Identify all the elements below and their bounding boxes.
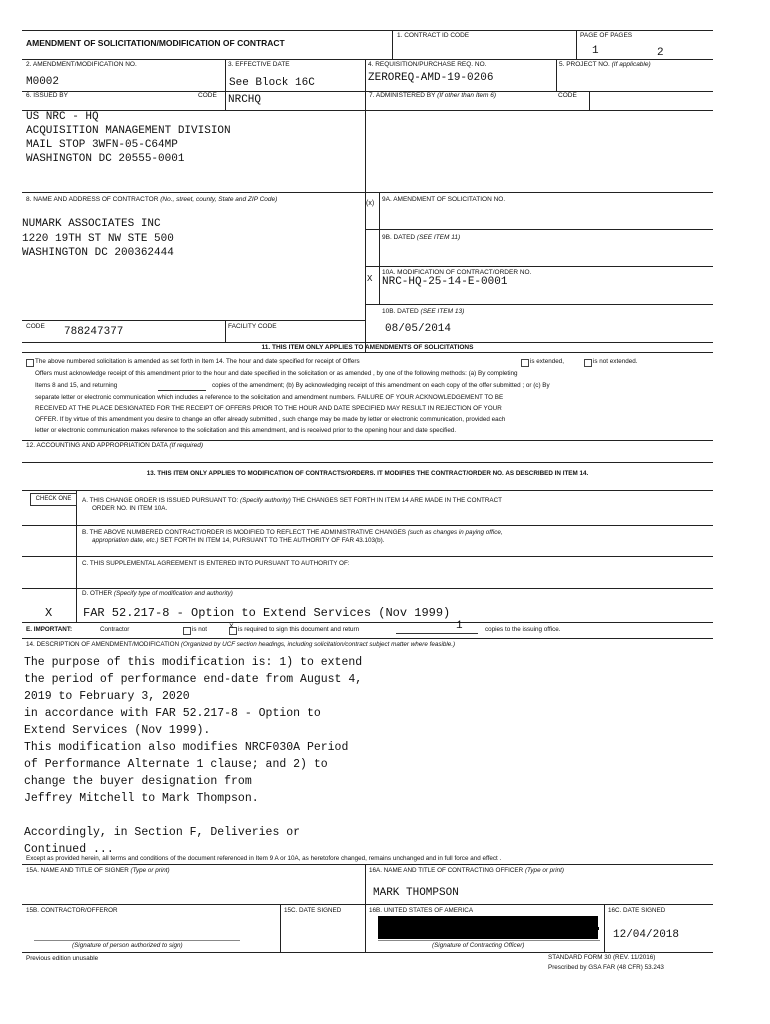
dated-10b-value: 08/05/2014 [385,323,452,335]
item13a-italic: (Specify authority) [240,497,291,504]
accounting-suffix: (If required) [169,442,204,449]
accounting-text: 12. ACCOUNTING AND APPROPRIATION DATA [26,442,168,449]
description-line: change the buyer designation from [24,775,252,788]
issuer-line: MAIL STOP 3WFN-05-C64MP [26,139,178,151]
copies-blank [158,390,206,391]
item13b-italic: (such as changes in paying office, [407,529,503,536]
item11-line: The above numbered solicitation is amended as set forth in Item 14. The hour and date specified for receipt of Offers [35,358,360,365]
form-number: STANDARD FORM 30 (REV. 11/2016) [548,954,656,961]
is-not-label: is not [192,626,208,633]
rule [22,588,713,589]
contractor-label-text: 8. NAME AND ADDRESS OF CONTRACTOR [26,196,159,203]
item13c-line: C. THIS SUPPLEMENTAL AGREEMENT IS ENTERED INTO PURSUANT TO AUTHORITY OF: [82,560,350,567]
requisition-value: ZEROREQ-AMD-19-0206 [368,72,494,84]
signer-name-suffix: (Type or print) [130,867,170,874]
issuer-line: ACQUISITION MANAGEMENT DIVISION [26,125,231,137]
item11-line: OFFER. If by virtue of this amendment you desire to change an offer already submitted , such change may be made by letter or electronic communication, provided each [35,416,506,423]
project-no-suffix: (If applicable) [611,61,651,68]
item13d-x-mark: X [45,606,53,620]
item13-title: 13. THIS ITEM ONLY APPLIES TO MODIFICATION OF CONTRACTS/ORDERS. IT MODIFIES THE CONTRACT/ORDER NO. AS DESCRIBED IN ITEM 14. [146,470,589,477]
issued-code-label: CODE [198,92,217,99]
project-no-text: 5. PROJECT NO. [559,61,610,68]
dated-9b-suffix: (SEE ITEM 11) [416,234,461,241]
issued-by-label: 6. ISSUED BY [26,92,68,99]
contractor-code-value: 788247377 [64,326,124,338]
rule [365,864,366,952]
signature-line [34,940,240,941]
description-line: of Performance Alternate 1 clause; and 2) to [24,758,328,771]
contractor-code-label: CODE [26,323,45,330]
contractor-label-suffix: (No., street, county, State and ZIP Code) [160,196,278,203]
item13b-text2: SET FORTH IN ITEM 14, PURSUANT TO THE AUTHORITY OF FAR 43.103(b). [160,537,385,544]
item11-line: copies of the amendment; (b) By acknowledging receipt of this amendment on each copy of the offer submitted ; or (c) By [212,382,550,389]
contractor-offeror-label: 15B. CONTRACTOR/OFFEROR [26,907,118,914]
item11-title: 11. THIS ITEM ONLY APPLIES TO AMENDMENTS OF SOLICITATIONS [261,344,474,351]
redaction-tick [597,927,599,930]
rule [22,440,713,441]
date-signed-16c-label: 16C. DATE SIGNED [608,907,666,914]
administered-by-text: 7. ADMINISTERED BY [369,92,436,99]
item13b-italic2: appropriation date, etc.) [92,537,159,544]
rule [22,638,713,639]
dated-9b-text: 9B. DATED [382,234,416,241]
contractor-label [26,196,277,203]
contract-id-label: 1. CONTRACT ID CODE [397,32,470,39]
item13d-line [82,590,233,599]
description-line: Jeffrey Mitchell to Mark Thompson. [24,792,259,805]
rule [22,525,713,526]
extended-label: is extended, [530,358,564,365]
administered-code-label: CODE [558,92,577,99]
issued-code-value: NRCHQ [228,94,262,106]
item11-line: separate letter or electronic communication which includes a reference to the solicitation and amendment numbers. FAILURE OF YOUR ACKNOWLEDGEMENT TO BE [35,394,504,401]
officer-name-suffix: (Type or print) [524,867,565,874]
rule [22,490,713,491]
not-extended-checkbox[interactable] [584,359,592,367]
administered-by-label [369,92,496,99]
rule [22,952,713,953]
not-extended-label: is not extended. [593,358,638,365]
dated-10b-suffix: (SEE ITEM 13) [420,308,465,315]
check-one-label: CHECK ONE [30,493,77,506]
rule [76,490,77,622]
description-line: Continued ... [24,843,114,856]
item11-line: letter or electronic communication makes reference to the solicitation and this amendment, and is received prior to the opening hour and date specified. [35,427,457,434]
description-suffix: (Organized by UCF section headings, including solicitation/contract subject matter where feasible.) [180,641,456,648]
rule [365,304,713,305]
rule [365,266,713,267]
description-line: 2019 to February 3, 2020 [24,690,190,703]
rule [22,59,713,60]
signature-line [378,940,600,941]
dated-9b-label [382,234,460,241]
copies-return-value: 1 [456,620,463,632]
issuer-line: US NRC - HQ [26,111,99,123]
item13b-text: B. THE ABOVE NUMBERED CONTRACT/ORDER IS MODIFIED TO REFLECT THE ADMINISTRATIVE CHANGES [82,529,406,536]
amendment-no-label: 2. AMENDMENT/MODIFICATION NO. [26,61,137,68]
rule [280,904,281,952]
rule [576,30,577,59]
page-of-pages-label: PAGE OF PAGES [580,32,633,39]
rule [22,864,713,865]
item11-line: Items 8 and 15, and returning [35,382,118,389]
project-no-label [559,61,651,68]
item11-line: RECEIVED AT THE PLACE DESIGNATED FOR THE RECEIPT OF OFFERS PRIOR TO THE HOUR AND DATE SPECIFIED MAY RESULT IN REJECTION OF YOUR [35,405,502,412]
prescribed-by: Prescribed by GSA FAR (48 CFR) 53.243 [548,964,664,971]
rule [604,904,605,952]
contractor-line: 1220 19TH ST NW STE 500 [22,233,174,245]
rule [22,192,713,193]
page-number: 1 [592,45,599,57]
item13b-line2 [92,537,384,546]
description-line: Accordingly, in Section F, Deliveries or [24,826,301,839]
previous-edition-note: Previous edition unusable [26,955,99,962]
officer-name-text: 16A. NAME AND TITLE OF CONTRACTING OFFICER [369,867,524,874]
rule [392,30,393,59]
signer-name-text: 15A. NAME AND TITLE OF SIGNER [26,867,129,874]
item13a-line2: ORDER NO. IN ITEM 10A. [92,505,168,512]
copies-return-blank [396,633,478,634]
rule [379,192,380,304]
rule [22,556,713,557]
rule [365,229,713,230]
description-line: This modification also modifies NRCF030A Period [24,741,349,754]
effective-date-value: See Block 16C [229,77,315,89]
rule [589,91,590,110]
amendment-no-value: M0002 [26,76,60,88]
rule [225,59,226,110]
rule [22,352,713,353]
requisition-label: 4. REQUISITION/PURCHASE REQ. NO. [368,61,487,68]
signer-name-label [26,867,170,876]
is-required-label: is required to sign this document and return [238,626,360,633]
rule [22,110,713,111]
rule [22,30,713,31]
facility-code-label: FACILITY CODE [228,323,277,330]
amendment-solicitation-label: 9A. AMENDMENT OF SOLICITATION NO. [382,196,506,203]
x-column-label: (x) [366,200,375,207]
description-text: 14. DESCRIPTION OF AMENDMENT/MODIFICATION [26,641,180,648]
description-line: Extend Services (Nov 1999). [24,724,211,737]
description-line: in accordance with FAR 52.217-8 - Option to [24,707,321,720]
redacted-signature [378,916,598,939]
rule [22,342,713,343]
item11-checkbox[interactable] [26,359,34,367]
issuer-line: WASHINGTON DC 20555-0001 [26,153,185,165]
united-states-label: 16B. UNITED STATES OF AMERICA [369,907,474,914]
item13d-italic: (Specify type of modification and authority) [113,590,233,597]
modification-no-label: 10A. MODIFICATION OF CONTRACT/ORDER NO. [382,269,532,276]
signature-person-caption: (Signature of person authorized to sign) [72,942,183,949]
dated-10b-text: 10B. DATED [382,308,419,315]
modification-x-mark: X [367,274,373,284]
date-signed-16c-value: 12/04/2018 [613,929,680,941]
date-signed-15c-label: 15C. DATE SIGNED [284,907,342,914]
item13a-text2: THE CHANGES SET FORTH IN ITEM 14 ARE MADE IN THE CONTRACT [292,497,503,504]
extended-checkbox[interactable] [521,359,529,367]
contractor-word: Contractor [100,626,130,633]
signature-officer-caption: (Signature of Contracting Officer) [432,942,525,949]
item13d-text: D. OTHER [82,590,113,597]
important-label: E. IMPORTANT: [26,626,73,633]
page-total: 2 [657,47,664,59]
description-line: the period of performance end-date from August 4, [24,673,363,686]
contractor-line: WASHINGTON DC 200362444 [22,247,174,259]
effective-date-label: 3. EFFECTIVE DATE [228,61,290,68]
description-line: The purpose of this modification is: 1) to extend [24,656,363,669]
administered-by-suffix: (If other than Item 6) [437,92,497,99]
modification-no-value: NRC-HQ-25-14-E-0001 [382,276,508,288]
is-required-check-mark: x [229,622,234,631]
copies-return-suffix: copies to the issuing office. [485,626,561,633]
dated-10b-label [382,308,464,315]
accounting-label [26,442,203,449]
is-not-checkbox[interactable] [183,627,191,635]
item13d-value: FAR 52.217-8 - Option to Extend Services (Nov 1999) [83,606,451,620]
rule [22,91,713,92]
item13a-text: A. THIS CHANGE ORDER IS ISSUED PURSUANT TO: [82,497,239,504]
rule [556,59,557,91]
contractor-line: NUMARK ASSOCIATES INC [22,218,161,230]
form-title: AMENDMENT OF SOLICITATION/MODIFICATION OF CONTRACT [26,38,285,48]
item11-line: Offers must acknowledge receipt of this amendment prior to the hour and date specified in the solicitation or as amended , by one of the following methods: (a) By completing [35,370,518,377]
except-provided-line: Except as provided herein, all terms and conditions of the document referenced in Item 9 A or 10A, as heretofore changed, remains unchanged and in full force and effect . [26,855,502,862]
rule [22,462,713,463]
officer-name-value: MARK THOMPSON [373,887,459,899]
officer-name-label [369,867,564,876]
rule [22,622,713,623]
rule [22,904,713,905]
rule [22,320,365,321]
rule [225,320,226,342]
description-label [26,641,455,650]
